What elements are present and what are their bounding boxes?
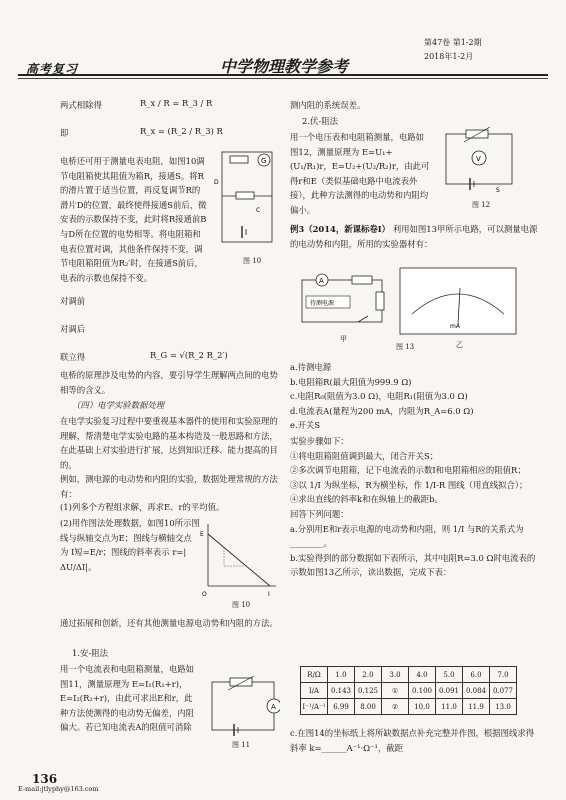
svg-text:D: D	[214, 179, 219, 186]
figure-12-circuit	[440, 124, 520, 194]
table-cell: 0.125	[355, 683, 382, 699]
table-cell: 11.9	[463, 699, 490, 715]
para-bridge: 电桥还可用于测量电表电阻，如图10调节电阻箱使其阻值为箱R，接通S。将R的滑片置于适当位置，再反复调节R的滑片D的位置，最终使得接通S前后，微安表的示数保持不变，此时将R接通前B与D所在位置的电势相等。将电阻箱和电表位置对调，其他条件保持不变，调节电阻箱阻值为R₂′时，在接通S前后，电表的示数也保持不变。	[60, 156, 207, 283]
svg-text:E: E	[200, 531, 204, 538]
table-cell: 10.0	[409, 699, 436, 715]
step-4: ④求出直线的斜率k和在纵轴上的截距b。	[290, 494, 443, 505]
fig13-source-label: 待测电源	[310, 300, 335, 307]
equipment-item: b.电阻箱R(最大阻值为999.9 Ω)	[290, 376, 412, 387]
volume-text: 第47卷 第1-2期	[424, 38, 482, 47]
table-cell: 5.0	[436, 667, 463, 683]
data-table	[300, 666, 517, 715]
table-cell: 0.077	[490, 683, 517, 699]
fig10b-caption: 图 10	[232, 601, 251, 609]
fig13-caption: 图 13	[396, 343, 415, 351]
svg-text:V: V	[476, 155, 481, 163]
para-example: 例如，测电源的电动势和内阻的实验，数据处理常规的方法有：	[60, 474, 278, 499]
table-cell: 2.0	[355, 667, 382, 683]
equipment-item: c.电阻R₀(阻值为3.0 Ω)，电阻R₁(阻值为3.0 Ω)	[290, 391, 468, 402]
step-3: ③以 1/I 为纵坐标，R为横坐标，作 1/I-R 图线（用直线拟合）；	[290, 479, 528, 490]
section-title: 高考复习	[26, 62, 79, 76]
date-text: 2018年1-2月	[424, 52, 474, 61]
example-3-text: 利用如图13甲所示电路，可以测量电源的电动势和内阻，所用的实验器材有：	[290, 224, 538, 249]
table-cell: ①	[382, 683, 409, 699]
figure-10-circuit	[212, 146, 280, 254]
table-cell: 3.0	[382, 667, 409, 683]
svg-text:A: A	[271, 703, 276, 711]
table-row	[301, 667, 517, 683]
header-rule	[18, 74, 548, 76]
example-3	[290, 222, 540, 251]
table-cell: ②	[382, 699, 409, 715]
journal-logo: 中学物理教学参考	[220, 57, 349, 76]
svg-text:G: G	[261, 157, 267, 165]
fig13-label-b: 乙	[456, 341, 463, 349]
step-1: ①将电阻箱阻值调到最大，闭合开关S；	[290, 450, 439, 461]
equipment-item: e.开关S	[290, 420, 321, 431]
equipment-item: d.电流表A(量程为200 mA，内阻为R_A=6.0 Ω)	[290, 405, 474, 416]
item-2: (2)用作图法处理数据，如图10所示图线与纵轴交点为E；图线与横轴交点为 I短=E/r；图线的斜率表示 r=|ΔU/ΔI|。	[60, 518, 200, 572]
para-experiment: 在电学实验复习过程中要重视基本器件的使用和实验原理的理解，帮清楚电学实验电路的基本构造及一般思路和方法，在此基础上对实验进行扩展，达到知识迁移、能力提高的目的。	[60, 416, 278, 470]
table-cell: 6.0	[463, 667, 490, 683]
issue-info	[424, 36, 482, 64]
figure-13b-meter	[398, 266, 518, 338]
combine-eq: R_G = √(R_2 R_2′)	[150, 350, 228, 360]
question-a: a.分别用E和r表示电源的电动势和内阻，则 1/I 与R的关系式为________。	[290, 523, 524, 549]
question-c: c.在图14的坐标纸上将所缺数据点补充完整并作图，根据图线求得斜率 k=______A⁻¹·Ω⁻¹，截距	[290, 728, 535, 753]
questions-heading: 回答下列问题：	[290, 508, 349, 519]
table-row	[301, 699, 517, 715]
equipment-list	[290, 360, 540, 433]
step-2: ②多次调节电阻箱，记下电流表的示数I和电阻箱相应的阻值R；	[290, 465, 526, 476]
svg-text:S: S	[496, 187, 500, 194]
eq2: R_x = (R_2 / R_3) R	[140, 126, 223, 136]
method-2-title: 2.伏-阻法	[302, 116, 338, 126]
equipment-item: a.待测电源	[290, 362, 332, 372]
item-1: (1)列多个方程组求解，再求E、r的平均值。	[60, 502, 225, 512]
adj-before-label: 对调前	[60, 296, 86, 306]
fig10-caption: 图 10	[243, 257, 262, 265]
table-cell: 0.100	[409, 683, 436, 699]
question-b: b.实验得到的部分数据如下表所示，其中电阻R=3.0 Ω时电流表的示数如图13乙所示，读出数据，完成下表：	[290, 552, 536, 578]
table-row	[301, 683, 517, 699]
figure-11-circuit	[206, 676, 280, 738]
table-cell: 8.00	[355, 699, 382, 715]
svg-text:A: A	[319, 277, 324, 285]
table-cell: 0.084	[463, 683, 490, 699]
svg-text:C: C	[256, 207, 261, 214]
method-2-text: 用一个电压表和电阻箱测量，电路如图12，测量原理为 E=U₁+(U₁/R₁)r，E=U₂+(U₂/R₂)r，由此可得r和E（类似基础电路中电流表外接），此种方法测得的电动势和内阻均偏小。	[290, 132, 430, 215]
table-cell: 7.0	[490, 667, 517, 683]
eq1: R_x / R = R_3 / R	[140, 98, 213, 108]
para-bridge-note: 电桥的原理涉及电势的内容，要引导学生理解两点间的电势相等的含义。	[60, 370, 278, 395]
fig13-label-a: 甲	[340, 335, 347, 343]
para-extension: 通过拓展和创新，还有其他测量电源电动势和内阻的方法。	[60, 618, 278, 628]
right-continuation: 测内阻的系统误差。	[290, 100, 366, 110]
figure-13a-circuit	[296, 270, 388, 332]
table-cell: 6.99	[328, 699, 355, 715]
eq2-label: 即	[60, 128, 69, 138]
table-cell: R/Ω	[301, 667, 328, 683]
table-cell: 4.0	[409, 667, 436, 683]
svg-text:mA: mA	[450, 323, 460, 330]
steps-intro: 实验步骤如下：	[290, 436, 349, 446]
svg-text:I: I	[268, 591, 270, 598]
table-cell: 0.143	[328, 683, 355, 699]
method-1-title: 1.安-阻法	[72, 648, 108, 658]
adj-after-label: 对调后	[60, 324, 86, 334]
figure-10-graph	[200, 520, 280, 598]
table-cell: 0.091	[436, 683, 463, 699]
table-cell: 11.0	[436, 699, 463, 715]
svg-text:O: O	[202, 591, 207, 598]
fig12-caption: 图 12	[472, 201, 491, 209]
table-cell: I⁻¹/A⁻¹	[301, 699, 328, 715]
table-cell: 1.0	[328, 667, 355, 683]
table-cell: I/A	[301, 683, 328, 699]
example-3-title: 例3（2014，新课标卷Ⅰ）	[290, 224, 391, 234]
fig11-caption: 图 11	[232, 741, 251, 749]
email: E-mail:jtlyphy@163.com	[18, 785, 99, 793]
header-rule-thin	[18, 78, 548, 79]
method-1-text: 用一个电流表和电阻箱测量，电路如图11，测量原理为 E=I₁(R₁+r)，E=I₂(R₂+r)，由此可求出E和r，此种方法使测得的电动势无偏差，内阻偏大。若已知电流表A的阻值可消除	[60, 664, 194, 733]
section-4-heading: （四）电学实验数据处理	[72, 400, 165, 410]
page-number: 136	[32, 772, 58, 786]
eq1-label: 两式相除得	[60, 100, 102, 110]
steps	[290, 434, 540, 580]
combine-label: 联立得	[60, 352, 86, 362]
table-cell: 13.0	[490, 699, 517, 715]
